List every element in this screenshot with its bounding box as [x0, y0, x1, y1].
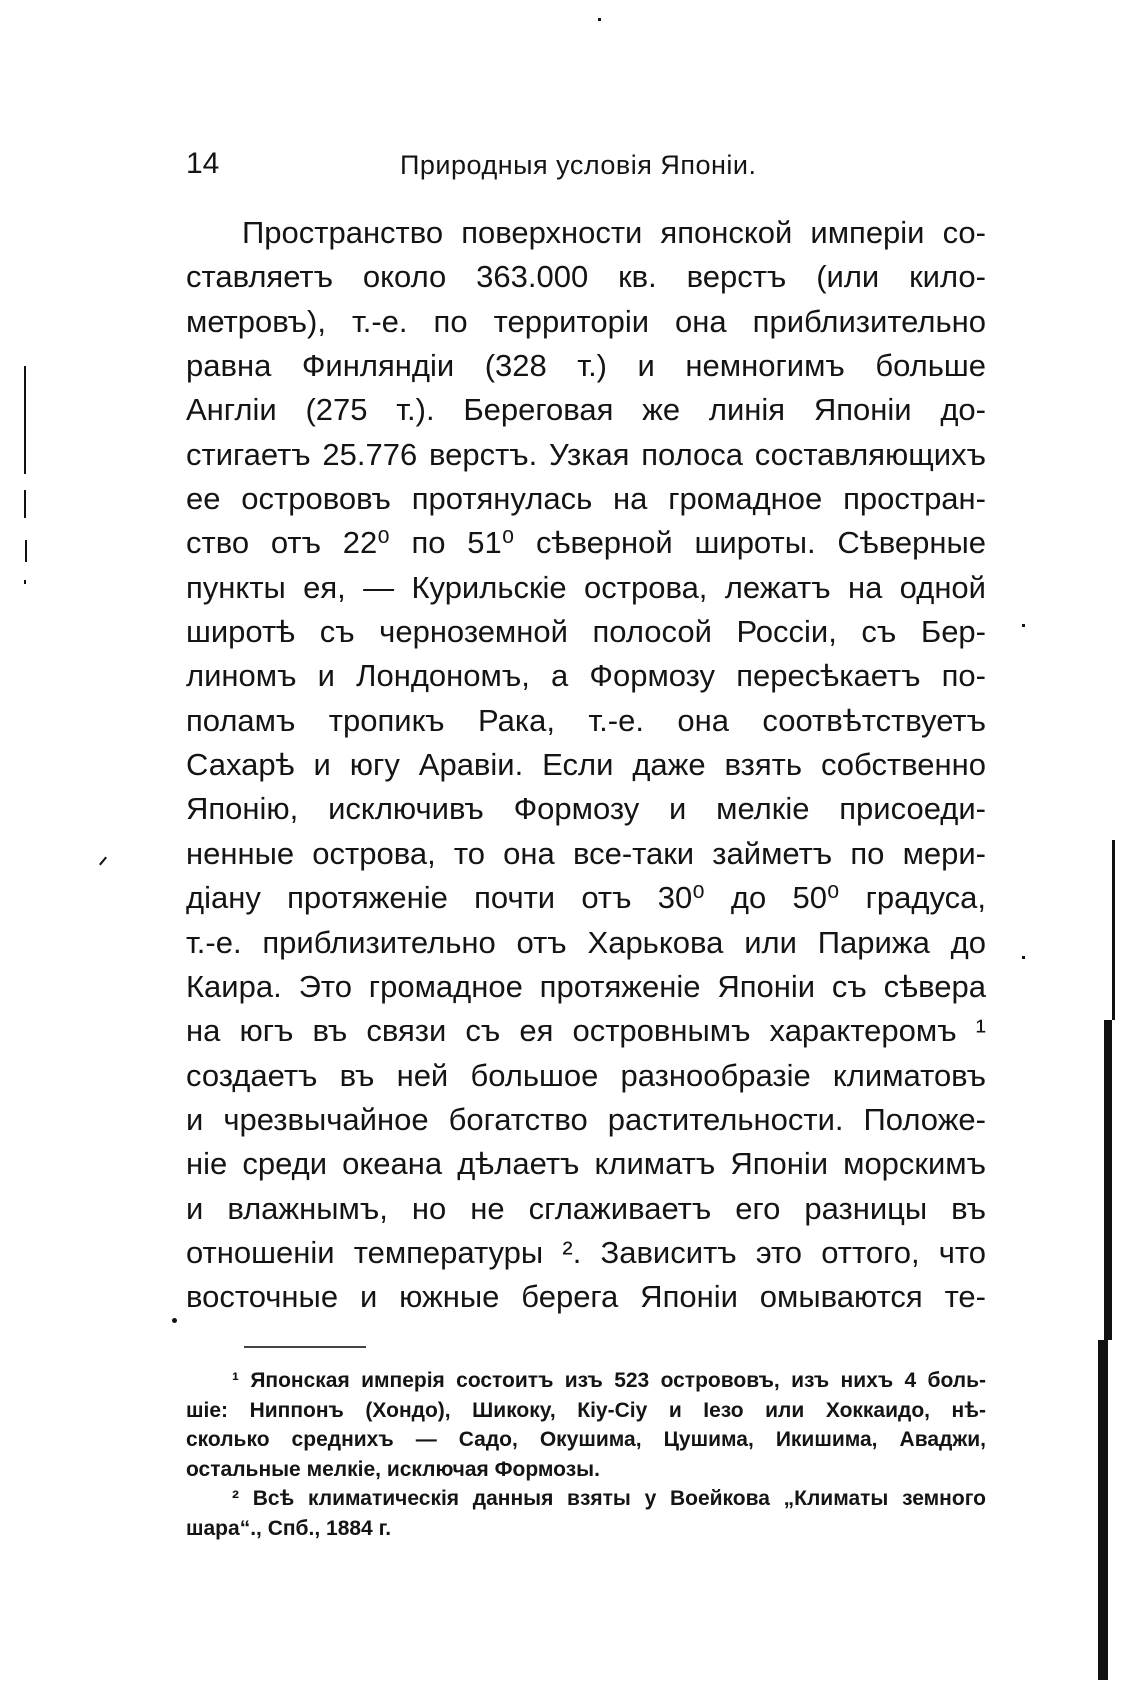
footnote-line: ² Всѣ климатическія данныя взяты у Воейкова „Климаты земного — [232, 1487, 986, 1510]
body-line: Сахарѣ и югу Аравіи. Если даже взять собственно — [186, 747, 986, 783]
scan-edge-mark — [24, 366, 26, 474]
body-line: восточные и южные берега Японіи омываются те- — [186, 1279, 986, 1315]
body-line: ненные острова, то она все-таки займетъ по мери- — [186, 835, 986, 871]
scan-edge-mark — [24, 490, 26, 518]
footnote-line: ¹ Японская имперія состоитъ изъ 523 острововъ, изъ нихъ 4 боль- — [232, 1369, 986, 1392]
scan-edge-mark — [24, 580, 26, 584]
scan-speck — [172, 1318, 177, 1323]
body-line: Японію, исключивъ Формозу и мелкіе присоеди- — [186, 791, 986, 827]
body-line: діану протяженіе почти отъ 30⁰ до 50⁰ градуса, — [186, 880, 986, 916]
body-line: пункты ея, — Курильскіе острова, лежатъ на одной — [186, 569, 986, 605]
body-line: т.-е. приблизительно отъ Харькова или Парижа до — [186, 924, 986, 960]
scan-edge-mark — [1104, 1020, 1112, 1340]
scan-speck — [1022, 624, 1025, 627]
body-line: стигаетъ 25.776 верстъ. Узкая полоса составляющихъ — [186, 436, 986, 472]
footnote-line: сколько среднихъ — Садо, Окушима, Цушима, Икишима, Аваджи, — [186, 1428, 986, 1451]
body-line: линомъ и Лондономъ, а Формозу пересѣкаетъ по- — [186, 658, 986, 694]
body-line: Англіи (275 т.). Береговая же линія Японіи до- — [186, 392, 986, 428]
scan-edge-mark — [1098, 1340, 1108, 1680]
page-number: 14 — [186, 147, 220, 180]
body-line: метровъ), т.-е. по территоріи она приблизительно — [186, 303, 986, 339]
footnote-line: шара“., Спб., 1884 г. — [186, 1516, 392, 1540]
body-paragraph — [186, 211, 986, 1320]
body-line: ніе среди океана дѣлаетъ климатъ Японіи морскимъ — [186, 1146, 986, 1182]
scan-edge-mark — [1112, 840, 1115, 1020]
scan-speck — [1022, 956, 1025, 959]
body-line: Каира. Это громадное протяженіе Японіи съ сѣвера — [186, 968, 986, 1004]
scan-speck — [99, 857, 107, 866]
body-line: ство отъ 22⁰ по 51⁰ сѣверной широты. Сѣверные — [186, 525, 986, 561]
body-line: и чрезвычайное богатство растительности. Положе- — [186, 1101, 986, 1137]
body-line: равна Финляндіи (328 т.) и немногимъ больше — [186, 348, 986, 384]
footnotes — [186, 1366, 986, 1543]
body-line: создаетъ въ ней большое разнообразіе климатовъ — [186, 1057, 986, 1093]
scan-edge-mark — [25, 540, 27, 562]
scan-speck — [598, 18, 601, 21]
footnote-rule — [244, 1346, 366, 1348]
body-line: ставляетъ около 363.000 кв. верстъ (или кило- — [186, 259, 986, 295]
body-line: Пространство поверхности японской имперіи со- — [242, 215, 986, 250]
body-line: отношеніи температуры ². Зависитъ это оттого, что — [186, 1234, 986, 1270]
body-line: широтѣ съ черноземной полосой Россіи, съ Бер- — [186, 614, 986, 650]
running-title: Природныя условія Японіи. — [400, 150, 757, 180]
body-line: и влажнымъ, но не сглаживаетъ его разницы въ — [186, 1190, 986, 1226]
body-line: ее острововъ протянулась на громадное простран- — [186, 481, 986, 517]
footnote-line: остальные мелкіе, исключая Формозы. — [186, 1457, 600, 1481]
body-line: поламъ тропикъ Рака, т.-е. она соотвѣтствуетъ — [186, 702, 986, 738]
body-line: на югъ въ связи съ ея островнымъ характеромъ ¹ — [186, 1013, 986, 1049]
running-head — [186, 146, 986, 190]
footnote-line: шіе: Ниппонъ (Хондо), Шикоку, Кіу-Сіу и Іезо или Хоккаидо, нѣ- — [186, 1398, 986, 1422]
